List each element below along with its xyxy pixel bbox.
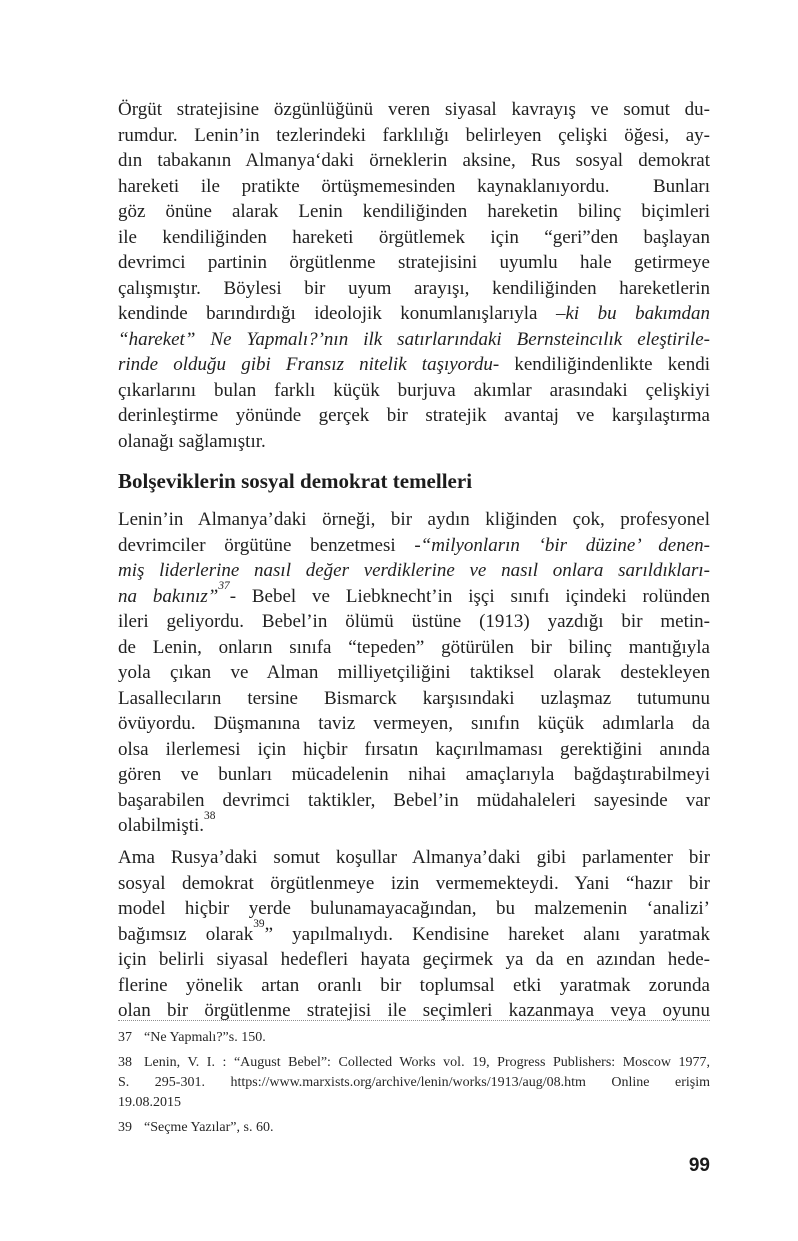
- text-segment: ” yapılmalıydı. Kendisine hareket alanı yaratmak: [264, 923, 710, 945]
- footnote-ref: 39: [253, 918, 265, 931]
- text-segment: gören ve bunları mücadelenin nihai amaçlarıyla bağdaştırabilmeyi: [118, 764, 710, 785]
- text-segment: model hiçbir yerde bulunamayacağından, bu malzemenin ‘analizi’: [118, 898, 710, 919]
- text-line: [118, 327, 710, 353]
- text-line: [118, 1118, 710, 1138]
- text-line: [118, 97, 710, 123]
- text-segment: rumdur. Lenin’in tezlerindeki farklılığı belirleyen çelişki öğesi, ay-: [118, 124, 710, 146]
- text-segment: Örgüt stratejisine özgünlüğünü veren siyasal kavrayış ve somut du-: [118, 99, 710, 120]
- text-line: [118, 896, 710, 922]
- text-line: [118, 301, 710, 327]
- text-segment: çalışmıştır. Böylesi bir uyum arayışı, kendiliğinden hareketlerin: [118, 277, 710, 299]
- text-segment: olanağı sağlamıştır.: [118, 430, 266, 452]
- section-heading: Bolşeviklerin sosyal demokrat temelleri: [118, 469, 473, 493]
- text-line: [118, 352, 710, 378]
- text-segment: - Bebel ve Liebknecht’in işçi sınıfı içindeki rolünden: [229, 585, 710, 607]
- text-segment: rinde olduğu gibi Fransız nitelik taşıyordu-: [118, 354, 500, 375]
- text-line: [118, 1028, 710, 1048]
- text-line: [118, 635, 710, 661]
- text-line: [118, 507, 710, 533]
- page-number: 99: [688, 1155, 710, 1176]
- text-line: [118, 533, 710, 559]
- text-line: [118, 609, 710, 635]
- text-segment: miş liderlerine nasıl değer verdiklerine ve nasıl onlara sarıldıkları-: [118, 560, 710, 581]
- text-line: [118, 1053, 710, 1073]
- text-segment: devrimci partinin örgütlenme stratejisini uyumlu hale getirmeye: [118, 252, 710, 273]
- text-segment: Lenin’in Almanya’daki örneği, bir aydın kliğinden çok, profesyonel: [118, 509, 710, 530]
- text-line: [118, 686, 710, 712]
- text-line: [118, 148, 710, 174]
- text-line: [118, 1093, 710, 1113]
- text-line: [118, 809, 710, 839]
- footnote-number: 38: [118, 1055, 132, 1070]
- text-segment: olsa ilerlemesi için hiçbir fırsatın kaçırılmaması gerektiğini anında: [118, 738, 710, 760]
- text-line: [118, 403, 710, 429]
- text-segment: devrimciler örgütüne benzetmesi -: [118, 534, 421, 556]
- text-line: [118, 174, 710, 200]
- text-segment: “Ne Yapmalı?”s. 150.: [144, 1030, 266, 1045]
- text-line: [118, 1073, 710, 1093]
- text-line: [118, 580, 710, 610]
- text-segment: Ama Rusya’daki somut koşullar Almanya’daki gibi parlamenter bir: [118, 847, 710, 868]
- text-line: [118, 871, 710, 897]
- footnote-39: [118, 1118, 710, 1138]
- text-line: [118, 276, 710, 302]
- text-segment: dın tabakanın Almanya‘daki örneklerin aksine, Rus sosyal demokrat: [118, 150, 710, 171]
- text-line: [118, 123, 710, 149]
- footnote-ref: 38: [204, 809, 216, 822]
- text-line: [118, 378, 710, 404]
- text-segment: olan bir örgütlenme stratejisi ile seçimleri kazanmaya veya oyunu: [118, 1000, 710, 1021]
- text-segment: çıkarlarını bulan farklı küçük burjuva akımlar arasındaki çelişkiyi: [118, 379, 710, 401]
- text-line: [118, 199, 710, 225]
- text-segment: flerine yönelik artan oranlı bir toplumsal etki yaratmak zorunda: [118, 974, 710, 996]
- text-segment: “Seçme Yazılar”, s. 60.: [144, 1120, 274, 1135]
- text-segment: ile kendiliğinden hareketi örgütlemek için “geri”den başlayan: [118, 226, 710, 248]
- text-segment: yola çıkan ve Alman milliyetçiliğini taktiksel olarak destekleyen: [118, 662, 710, 683]
- text-segment: derinleştirme yönünde gerçek bir stratejik avantaj ve karşılaştırma: [118, 405, 710, 426]
- text-segment: 19.08.2015: [118, 1095, 181, 1110]
- paragraph-bolsheviks: [118, 507, 710, 839]
- text-line: [118, 762, 710, 788]
- paragraph-intro: [118, 97, 710, 454]
- text-line: [118, 429, 710, 455]
- text-segment: başarabilen devrimci taktikler, Bebel’in müdahaleleri sayesinde var: [118, 789, 710, 811]
- paragraph-russia: [118, 845, 710, 1024]
- text-segment: kendinde barındırdığı ideolojik konumlanışlarıyla: [118, 303, 556, 324]
- text-line: [118, 250, 710, 276]
- text-line: [118, 973, 710, 999]
- text-segment: de Lenin, onların sınıfa “tepeden” götürülen bir bilinç mantığıyla: [118, 636, 710, 658]
- footnote-section: [118, 1020, 710, 1143]
- text-segment: bağımsız olarak: [118, 923, 254, 945]
- text-segment: “hareket” Ne Yapmalı?’nın ilk satırlarındaki Bernsteincılık eleştirile-: [118, 328, 710, 350]
- text-segment: övüyordu. Düşmanına taviz vermeyen, sınıfın küçük adımlarla da: [118, 713, 710, 734]
- text-segment: kendiliğindenlikte kendi: [499, 354, 710, 375]
- text-line: [118, 711, 710, 737]
- text-segment: Lenin, V. I. : “August Bebel”: Collected Works vol. 19, Progress Publishers: Moscow 1977,: [144, 1055, 710, 1070]
- text-line: [118, 660, 710, 686]
- footnote-ref: 37: [218, 580, 230, 593]
- text-segment: için belirli siyasal hedefleri hayata geçirmek ya da en azından hede-: [118, 949, 710, 970]
- text-segment: “milyonların ‘bir düzine’ denen-: [420, 534, 710, 556]
- text-segment: olabilmişti.: [118, 815, 205, 836]
- text-line: [118, 918, 710, 948]
- text-segment: ileri geliyordu. Bebel’in ölümü üstüne (1913) yazdığı bir metin-: [118, 611, 710, 632]
- text-line: [118, 947, 710, 973]
- text-segment: göz önüne alarak Lenin kendiliğinden hareketin bilinç biçimleri: [118, 201, 710, 222]
- text-segment: hareketi ile pratikte örtüşmemesinden kaynaklanıyordu. Bunları: [118, 175, 710, 197]
- text-line: [118, 737, 710, 763]
- text-segment: Lasallecıların tersine Bismarck karşısındaki uzlaşmaz tutumunu: [118, 687, 710, 709]
- text-segment: sosyal demokrat örgütlenmeye izin vermemekteydi. Yani “hazır bir: [118, 872, 710, 894]
- text-segment: S. 295-301. https://www.marxists.org/archive/lenin/works/1913/aug/08.htm Online erişim: [118, 1075, 710, 1090]
- text-segment: na bakınız”: [118, 585, 219, 607]
- footnote-number: 37: [118, 1030, 132, 1045]
- text-line: [118, 558, 710, 584]
- footnote-37: [118, 1028, 710, 1048]
- footnote-number: 39: [118, 1120, 132, 1135]
- text-line: [118, 225, 710, 251]
- footnote-38: [118, 1053, 710, 1113]
- text-segment: –ki bu bakımdan: [555, 303, 710, 324]
- text-line: [118, 845, 710, 871]
